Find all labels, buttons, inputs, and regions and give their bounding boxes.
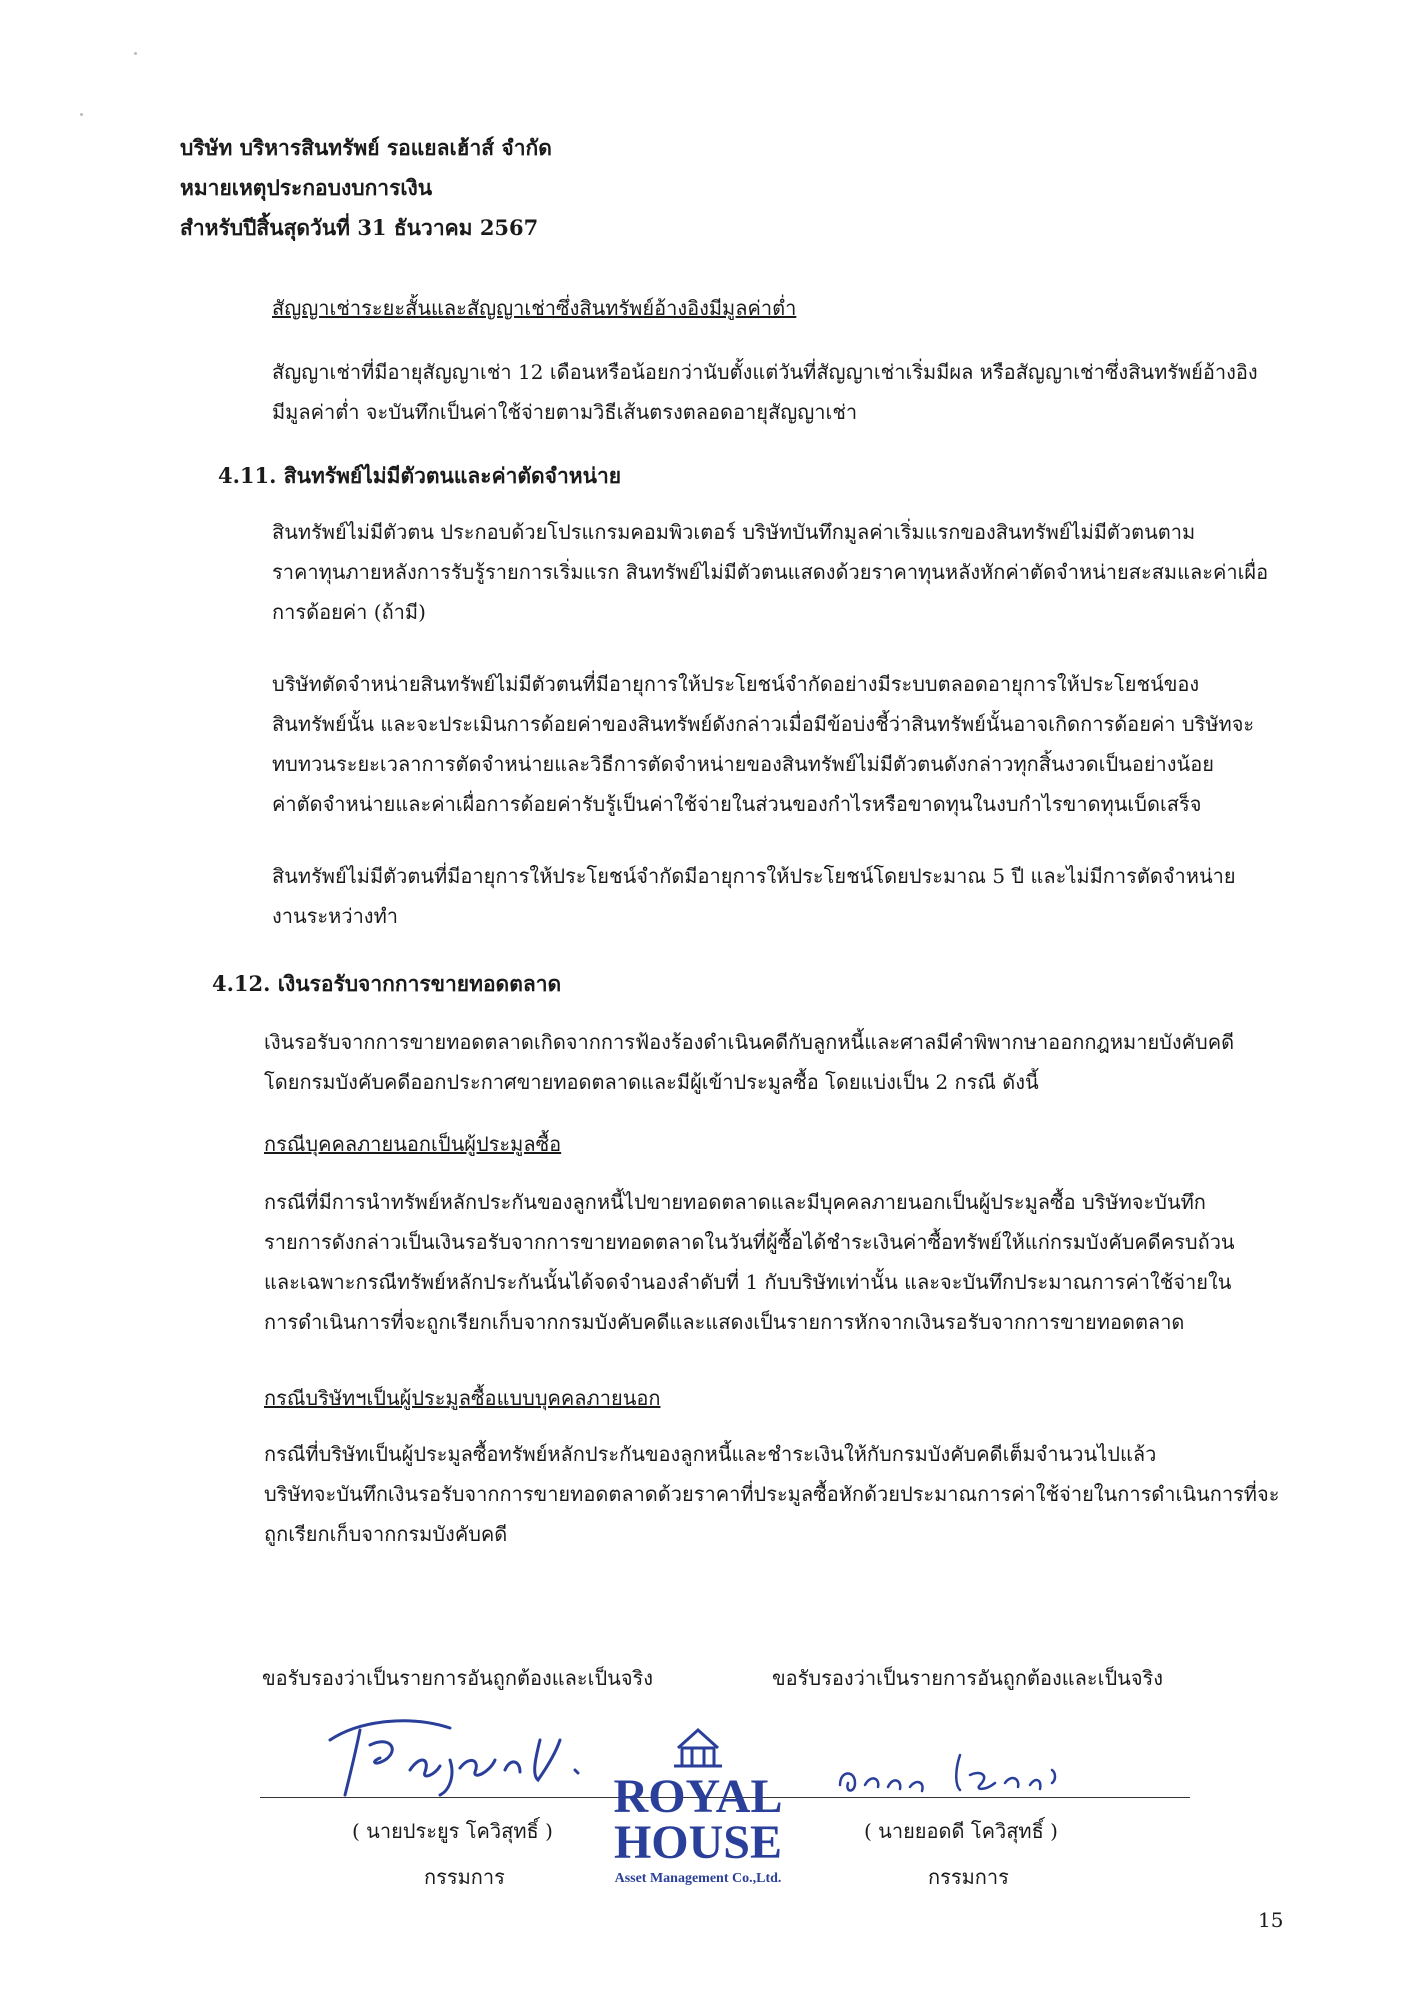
short-lease-paragraph — [272, 352, 1258, 432]
signature-stroke — [840, 1755, 1055, 1791]
case-2-heading: กรณีบริษัทฯเป็นผู้ประมูลซื้อแบบบุคคลภายนอก — [264, 1386, 661, 1410]
section-4-12-paragraph-1 — [264, 1022, 1234, 1102]
right-signer-role: กรรมการ — [928, 1865, 1009, 1889]
case-2-paragraph — [264, 1434, 1279, 1554]
case-1-heading: กรณีบุคคลภายนอกเป็นผู้ประมูลซื้อ — [264, 1132, 562, 1156]
logo-house: HOUSE — [613, 1816, 783, 1869]
text-line: งานระหว่างทำ — [272, 904, 398, 928]
section-4-11-paragraph-2 — [272, 664, 1254, 824]
company-name: บริษัท บริหารสินทรัพย์ รอแยลเฮ้าส์ จำกัด — [180, 135, 552, 160]
document-header — [180, 128, 552, 248]
left-signer-name: ( นายประยูร โควิสุทธิ์ ) — [352, 1819, 553, 1843]
signature-stroke — [330, 1721, 578, 1795]
text-line: กรณีที่มีการนำทรัพย์หลักประกันของลูกหนี้ไปขายทอดตลาดและมีบุคคลภายนอกเป็นผู้ประมูลซื้อ บริษัทจะบันทึก — [264, 1190, 1206, 1214]
short-lease-heading: สัญญาเช่าระยะสั้นและสัญญาเช่าซึ่งสินทรัพย์อ้างอิงมีมูลค่าต่ำ — [272, 296, 797, 320]
text-line: สินทรัพย์นั้น และจะประเมินการด้อยค่าของสินทรัพย์ดังกล่าวเมื่อมีข้อบ่งชี้ว่าสินทรัพย์นั้นอาจเกิดการด้อยค่า บริษัทจะ — [272, 712, 1255, 736]
right-signer-name: ( นายยอดดี โควิสุทธิ์ ) — [864, 1819, 1058, 1843]
page-number: 15 — [1258, 1908, 1284, 1932]
company-logo — [598, 1700, 798, 1890]
left-signer-role: กรรมการ — [424, 1865, 505, 1889]
text-line: เงินรอรับจากการขายทอดตลาดเกิดจากการฟ้องร้องดำเนินคดีกับลูกหนี้และศาลมีคำพิพากษาออกกฎหมายบังคับคดี — [264, 1030, 1235, 1054]
text-line: บริษัทจะบันทึกเงินรอรับจากการขายทอดตลาดด้วยราคาที่ประมูลซื้อหักด้วยประมาณการค่าใช้จ่ายในการดำเนินการที่จะ — [264, 1482, 1280, 1506]
text-line: รายการดังกล่าวเป็นเงินรอรับจากการขายทอดตลาดในวันที่ผู้ซื้อได้ชำระเงินค่าซื้อทรัพย์ให้แก่กรมบังคับคดีครบถ้วน — [264, 1230, 1235, 1254]
text-line: ค่าตัดจำหน่ายและค่าเผื่อการด้อยค่ารับรู้เป็นค่าใช้จ่ายในส่วนของกำไรหรือขาดทุนในงบกำไรขาดทุนเบ็ดเสร็จ — [272, 792, 1202, 816]
certify-left: ขอรับรองว่าเป็นรายการอันถูกต้องและเป็นจริง — [262, 1666, 654, 1690]
logo-subtitle: Asset Management Co.,Ltd. — [614, 1871, 782, 1886]
left-signature — [300, 1700, 620, 1800]
text-line: และเฉพาะกรณีทรัพย์หลักประกันนั้นได้จดจำนองลำดับที่ 1 กับบริษัทเท่านั้น และจะบันทึกประมาณการค่าใช้จ่ายใน — [264, 1270, 1232, 1294]
text-line: ราคาทุนภายหลังการรับรู้รายการเริ่มแรก สินทรัพย์ไม่มีตัวตนแสดงด้วยราคาทุนหลังหักค่าตัดจำหน่ายสะสมและค่าเผื่อ — [272, 560, 1269, 584]
certify-right: ขอรับรองว่าเป็นรายการอันถูกต้องและเป็นจริง — [772, 1666, 1164, 1690]
text-line: สินทรัพย์ไม่มีตัวตน ประกอบด้วยโปรแกรมคอมพิวเตอร์ บริษัทบันทึกมูลค่าเริ่มแรกของสินทรัพย์ไม่มีตัวตนตาม — [272, 520, 1196, 544]
text-line: สัญญาเช่าที่มีอายุสัญญาเช่า 12 เดือนหรือน้อยกว่านับตั้งแต่วันที่สัญญาเช่าเริ่มมีผล หรือสัญญาเช่าซึ่งสินทรัพย์อ้างอิง — [272, 360, 1258, 384]
house-icon — [674, 1730, 722, 1766]
right-signature — [830, 1735, 1090, 1805]
section-4-11-title: 4.11. สินทรัพย์ไม่มีตัวตนและค่าตัดจำหน่าย — [218, 463, 622, 488]
short-lease-heading-block — [272, 292, 796, 324]
scan-speck — [134, 52, 137, 55]
case-1-paragraph — [264, 1182, 1235, 1342]
text-line: สินทรัพย์ไม่มีตัวตนที่มีอายุการให้ประโยชน์จำกัดมีอายุการให้ประโยชน์โดยประมาณ 5 ปี และไม่มีการตัดจำหน่าย — [272, 864, 1236, 888]
text-line: ทบทวนระยะเวลาการตัดจำหน่ายและวิธีการตัดจำหน่ายของสินทรัพย์ไม่มีตัวตนดังกล่าวทุกสิ้นงวดเป็นอย่างน้อย — [272, 752, 1214, 776]
text-line: โดยกรมบังคับคดีออกประกาศขายทอดตลาดและมีผู้เข้าประมูลซื้อ โดยแบ่งเป็น 2 กรณี ดังนี้ — [264, 1070, 1039, 1094]
case-2-heading-block — [264, 1382, 660, 1414]
section-4-12-title: 4.12. เงินรอรับจากการขายทอดตลาด — [212, 971, 562, 996]
text-line: ถูกเรียกเก็บจากกรมบังคับคดี — [264, 1522, 508, 1546]
text-line: การด้อยค่า (ถ้ามี) — [272, 600, 426, 624]
text-line: กรณีที่บริษัทเป็นผู้ประมูลซื้อทรัพย์หลักประกันของลูกหนี้และชำระเงินให้กับกรมบังคับคดีเต็มจำนวนไปแล้ว — [264, 1442, 1157, 1466]
text-line: การดำเนินการที่จะถูกเรียกเก็บจากกรมบังคับคดีและแสดงเป็นรายการหักจากเงินรอรับจากการขายทอดตลาด — [264, 1310, 1185, 1334]
text-line: บริษัทตัดจำหน่ายสินทรัพย์ไม่มีตัวตนที่มีอายุการให้ประโยชน์จำกัดอย่างมีระบบตลอดอายุการให้ประโยชน์ของ — [272, 672, 1200, 696]
logo-royal: ROYAL — [613, 1770, 783, 1823]
period-title: สำหรับปีสิ้นสุดวันที่ 31 ธันวาคม 2567 — [180, 215, 539, 240]
notes-title: หมายเหตุประกอบงบการเงิน — [180, 175, 433, 200]
text-line: มีมูลค่าต่ำ จะบันทึกเป็นค่าใช้จ่ายตามวิธีเส้นตรงตลอดอายุสัญญาเช่า — [272, 400, 858, 424]
scan-speck — [80, 113, 83, 116]
section-4-11-paragraph-1 — [272, 512, 1268, 632]
section-4-11-paragraph-3 — [272, 856, 1236, 936]
case-1-heading-block — [264, 1128, 561, 1160]
